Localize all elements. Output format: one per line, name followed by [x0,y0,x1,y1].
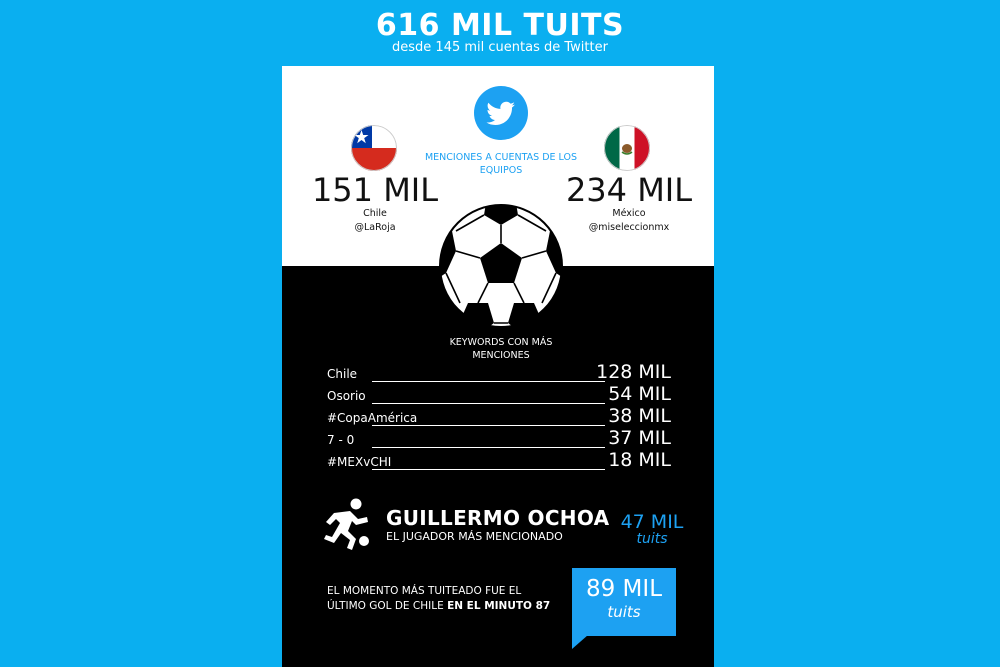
soccer-player-icon [320,497,374,551]
player-name: GUILLERMO OCHOA [386,506,610,530]
keyword-row [327,363,677,385]
keyword-row [327,385,677,407]
player-subtitle: EL JUGADOR MÁS MENCIONADO [386,530,563,543]
keyword-divider [372,381,605,382]
chile-flag-icon [351,125,397,171]
moment-emphasis: EN EL MINUTO 87 [447,600,551,612]
header-title: 616 MIL TUITS [375,8,625,43]
keyword-divider [372,447,605,448]
moment-tweet-unit: tuits [607,603,641,621]
player-tweet-unit: tuits [636,531,668,547]
keyword-label: Chile [327,367,358,381]
keyword-label: Osorio [327,389,366,403]
keyword-value: 128 MIL [596,361,671,383]
keyword-label: 7 - 0 [327,433,355,447]
header-subtitle: desde 145 mil cuentas de Twitter [392,40,608,55]
mexico-flag-icon [604,125,650,171]
soccer-ball-icon [438,203,564,329]
keyword-row [327,451,677,473]
moment-tweet-count: 89 MIL [585,576,663,602]
chile-mentions-count: 151 MIL [311,171,439,209]
mexico-mentions-count: 234 MIL [565,171,693,209]
player-tweet-count: 47 MIL [620,511,684,533]
mentions-title: MENCIONES A CUENTAS DE LOS EQUIPOS [424,152,577,176]
keyword-divider [372,469,605,470]
keyword-value: 18 MIL [608,449,671,471]
keyword-divider [372,425,605,426]
moment-text [327,584,557,614]
keyword-row [327,407,677,429]
keywords-title: KEYWORDS CON MÁS MENCIONES [449,337,553,361]
mexico-team-name: México [612,208,646,219]
keyword-value: 54 MIL [608,383,671,405]
infographic-panel [282,66,714,667]
keyword-value: 38 MIL [608,405,671,427]
mexico-team-handle: @miseleccionmx [588,222,670,233]
keyword-label: #MEXvCHI [327,455,392,469]
speech-bubble-tail [572,635,588,649]
chile-team-handle: @LaRoja [354,222,396,233]
chile-team-name: Chile [363,208,387,219]
keyword-divider [372,403,605,404]
moment-description: EL MOMENTO MÁS TUITEADO FUE EL ÚLTIMO GOL DE CHILE [327,585,522,612]
keyword-label: #CopaAmérica [327,411,418,425]
keyword-row [327,429,677,451]
twitter-bird-icon [474,86,528,140]
keyword-value: 37 MIL [608,427,671,449]
